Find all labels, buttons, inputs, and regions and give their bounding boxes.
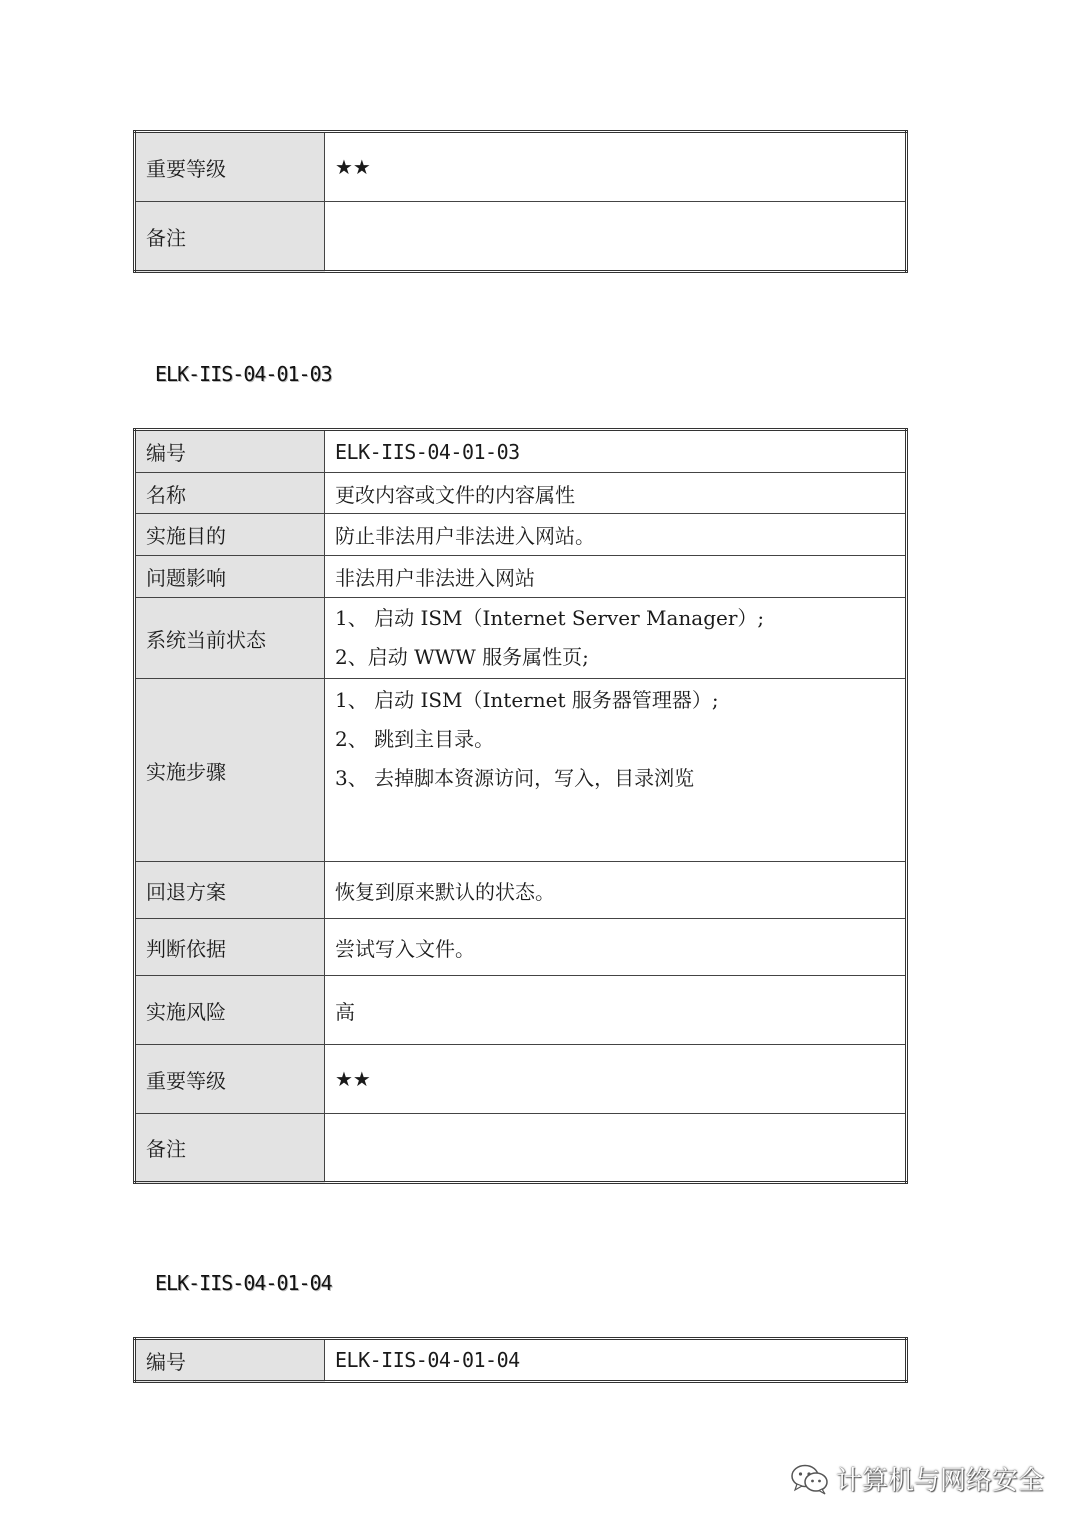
- table-top-fragment: [133, 130, 908, 273]
- table-row: [135, 1339, 907, 1382]
- step-line: 2、 跳到主目录。: [335, 727, 495, 751]
- row-value: 恢复到原来默认的状态。: [325, 862, 907, 919]
- row-value: [325, 1114, 907, 1183]
- table-row: [135, 862, 907, 919]
- watermark-text: 计算机与网络安全: [835, 1466, 1044, 1496]
- row-label: 判断依据: [135, 919, 325, 976]
- table-row: [135, 556, 907, 598]
- table-row: [135, 430, 907, 473]
- row-label: 回退方案: [135, 862, 325, 919]
- table-row: [135, 202, 907, 272]
- table-elk-iis-04-01-04: [133, 1337, 908, 1383]
- row-label: 备注: [135, 202, 325, 272]
- status-line: 2、启动 WWW 服务属性页;: [335, 645, 589, 669]
- row-value: 非法用户非法进入网站: [325, 556, 907, 598]
- section-heading: ELK-IIS-04-01-03: [155, 362, 332, 386]
- table-row: [135, 473, 907, 514]
- table-row: [135, 919, 907, 976]
- row-value: 尝试写入文件。: [325, 919, 907, 976]
- row-label: 实施目的: [135, 514, 325, 556]
- row-label: 重要等级: [135, 1045, 325, 1114]
- item-id-value: ELK-IIS-04-01-03: [325, 430, 907, 473]
- row-label: 备注: [135, 1114, 325, 1183]
- row-label: 问题影响: [135, 556, 325, 598]
- row-value: 高: [325, 976, 907, 1045]
- status-line: 1、 启动 ISM（Internet Server Manager）;: [335, 606, 765, 630]
- row-label: 系统当前状态: [135, 598, 325, 679]
- step-line: 1、 启动 ISM（Internet 服务器管理器）;: [335, 688, 719, 712]
- table-row: [135, 514, 907, 556]
- row-label: 实施步骤: [135, 679, 325, 862]
- row-value: [325, 679, 907, 862]
- item-id-value: ELK-IIS-04-01-04: [325, 1339, 907, 1382]
- row-label: 编号: [135, 430, 325, 473]
- row-value: [325, 202, 907, 272]
- row-label: 编号: [135, 1339, 325, 1382]
- table-row: [135, 1114, 907, 1183]
- importance-stars: ★★: [325, 1045, 907, 1114]
- row-value: 防止非法用户非法进入网站。: [325, 514, 907, 556]
- table-elk-iis-04-01-03: [133, 428, 908, 1184]
- section-heading: ELK-IIS-04-01-04: [155, 1271, 332, 1295]
- row-label: 名称: [135, 473, 325, 514]
- table-row: [135, 132, 907, 202]
- importance-stars: ★★: [325, 132, 907, 202]
- row-label: 实施风险: [135, 976, 325, 1045]
- step-line: 3、 去掉脚本资源访问，写入，目录浏览: [335, 766, 695, 790]
- row-value: [325, 598, 907, 679]
- row-value: 更改内容或文件的内容属性: [325, 473, 907, 514]
- table-row: [135, 679, 907, 862]
- table-row: [135, 976, 907, 1045]
- wechat-icon: [790, 1463, 830, 1495]
- table-row: [135, 598, 907, 679]
- watermark: [790, 1460, 1044, 1497]
- row-label: 重要等级: [135, 132, 325, 202]
- table-row: [135, 1045, 907, 1114]
